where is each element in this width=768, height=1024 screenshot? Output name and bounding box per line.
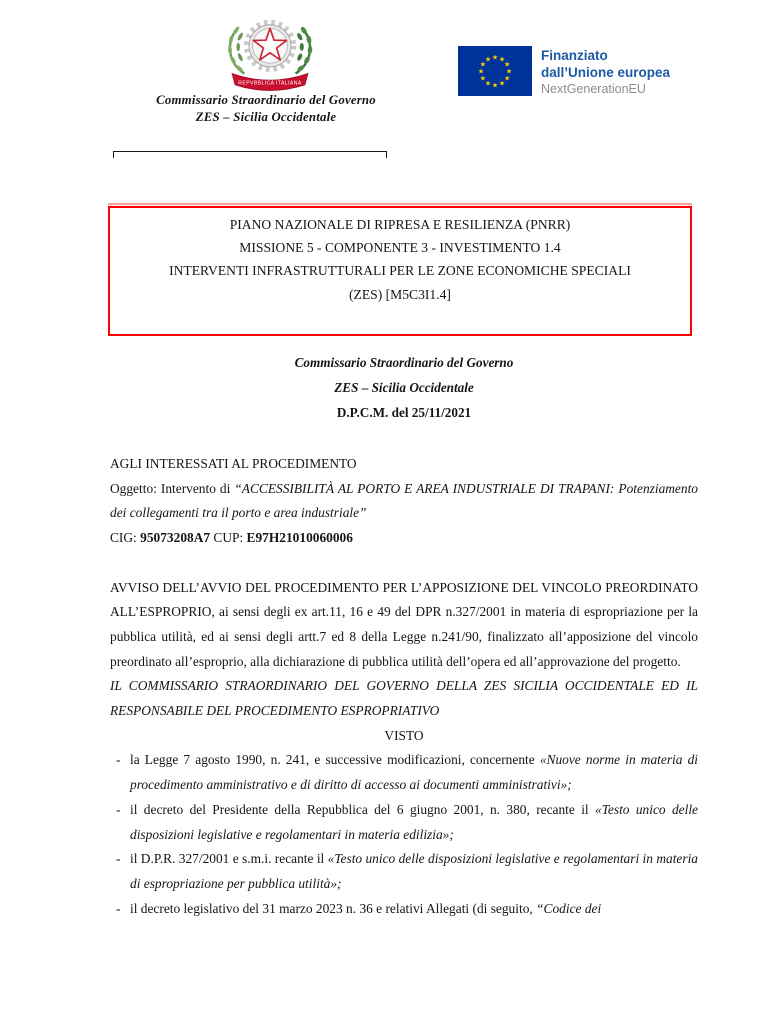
list-item-text: il decreto legislativo del 31 marzo 2023 n. 36 e relativi Allegati (di seguito, (130, 900, 537, 916)
subheader-line2: ZES – Sicilia Occidentale (334, 379, 474, 395)
list-item (110, 847, 698, 896)
cup-label: CUP: (210, 530, 247, 546)
commissioner-paragraph: IL COMMISSARIO STRAORDINARIO DEL GOVERNO DELLA ZES SICILIA OCCIDENTALE ED IL RESPONSABILE DEL PROCEDIMENTO ESPROPRIATIVO (110, 678, 698, 719)
pnrr-line4: (ZES) [M5C3I1.4] (349, 286, 451, 302)
svg-text:★: ★ (479, 74, 487, 83)
italy-emblem-icon (212, 12, 328, 92)
eu-funding-line1: Finanziato (541, 48, 608, 63)
cup-value: E97H21010060006 (246, 530, 353, 546)
list-item-quote: «Nuove norme in materia di procedimento amministrativo e di diritto di accesso ai documenti amministrativi»; (130, 752, 699, 793)
list-item-quote: «Testo unico delle disposizioni legislative e regolamentari in materia di espropriazione per pubblica utilità»; (130, 851, 698, 891)
list-item-quote: «Testo unico delle disposizioni legislative e regolamentari in materia edilizia»; (130, 801, 698, 842)
svg-text:★: ★ (477, 67, 485, 76)
list-item-text: la Legge 7 agosto 1990, n. 241, e successive modificazioni, concernente (130, 752, 540, 768)
list-item (110, 748, 698, 797)
subject-title-rest: Potenziamento dei collegamenti tra il porto e area industriale” (110, 480, 698, 521)
header-org-line2: ZES – Sicilia Occidentale (195, 110, 337, 124)
svg-text:★: ★ (484, 79, 492, 88)
emblem-banner-text: REPVBBLICA ITALIANA (238, 80, 302, 87)
list-dash: - (116, 801, 121, 817)
svg-text:★: ★ (505, 67, 513, 76)
pnrr-line2: MISSIONE 5 - COMPONENTE 3 - INVESTIMENTO 1.4 (239, 240, 561, 256)
document-body (110, 452, 698, 921)
list-item (110, 798, 698, 847)
header-org-line1: Commissario Straordinario del Governo (156, 93, 376, 107)
svg-text:★: ★ (503, 60, 511, 69)
list-item-text: il D.P.R. 327/2001 e s.m.i. recante il (130, 851, 328, 867)
svg-text:★: ★ (491, 53, 499, 62)
subheader-line1: Commissario Straordinario del Governo (294, 355, 514, 370)
pnrr-line1: PIANO NAZIONALE DI RIPRESA E RESILIENZA (PNRR) (229, 217, 571, 232)
subject-label: Oggetto: Intervento di (110, 480, 235, 496)
references-list (110, 748, 698, 921)
list-item-text: il decreto del Presidente della Repubblica del 6 giugno 2001, n. 380, recante il (130, 801, 596, 817)
empty-field-bracket (113, 151, 387, 158)
svg-text:★: ★ (479, 60, 487, 69)
svg-text:★: ★ (484, 55, 492, 64)
list-item (110, 897, 698, 922)
codes-line (110, 526, 698, 551)
eu-funding-text (541, 46, 670, 98)
subheader-line3: D.P.C.M. del 25/11/2021 (336, 404, 472, 420)
notice-caps: AVVISO DELL’AVVIO DEL PROCEDIMENTO PER L’APPOSIZIONE DEL VINCOLO PREORDINATO ALL’ESPROPRIO (110, 579, 698, 620)
svg-text:★: ★ (503, 74, 511, 83)
notice-paragraph (110, 576, 698, 675)
pnrr-title-box (108, 206, 692, 336)
list-dash: - (116, 900, 121, 916)
eu-funding-line3: NextGenerationEU (541, 82, 646, 96)
recipients-line: AGLI INTERESSATI AL PROCEDIMENTO (110, 456, 357, 471)
cig-value: 95073208A7 (140, 530, 211, 546)
list-dash: - (116, 752, 121, 768)
svg-text:★: ★ (498, 79, 506, 88)
list-dash: - (116, 851, 121, 867)
eu-flag-icon (458, 46, 532, 96)
pnrr-line3: INTERVENTI INFRASTRUTTURALI PER LE ZONE ECONOMICHE SPECIALI (169, 263, 631, 279)
visto-heading: VISTO (384, 727, 424, 743)
notice-rest: , ai sensi degli ex art.11, 16 e 49 del DPR n.327/2001 in materia di espropriazione per la pubblica utilità, ed ai sensi degli artt.7 ed 8 della Legge n.241/90, finalizzato all’apposizione del vincolo preordinato all’esproprio, alla dichiarazione di pubblica utilità dell’opera ed all’approvazione del progetto. (110, 604, 698, 669)
cig-label: CIG: (110, 530, 141, 546)
eu-funding-logo (458, 46, 670, 98)
svg-text:★: ★ (498, 55, 506, 64)
subject-title-caps: “ACCESSIBILITÀ AL PORTO E AREA INDUSTRIALE DI TRAPANI: (234, 480, 619, 496)
svg-text:★: ★ (491, 81, 499, 90)
list-item-quote: “Codice dei (536, 900, 602, 916)
eu-funding-line2: dall’Unione europea (541, 65, 671, 80)
document-subheader (110, 351, 698, 425)
header-org-name (106, 92, 426, 126)
subject-line (110, 477, 698, 526)
